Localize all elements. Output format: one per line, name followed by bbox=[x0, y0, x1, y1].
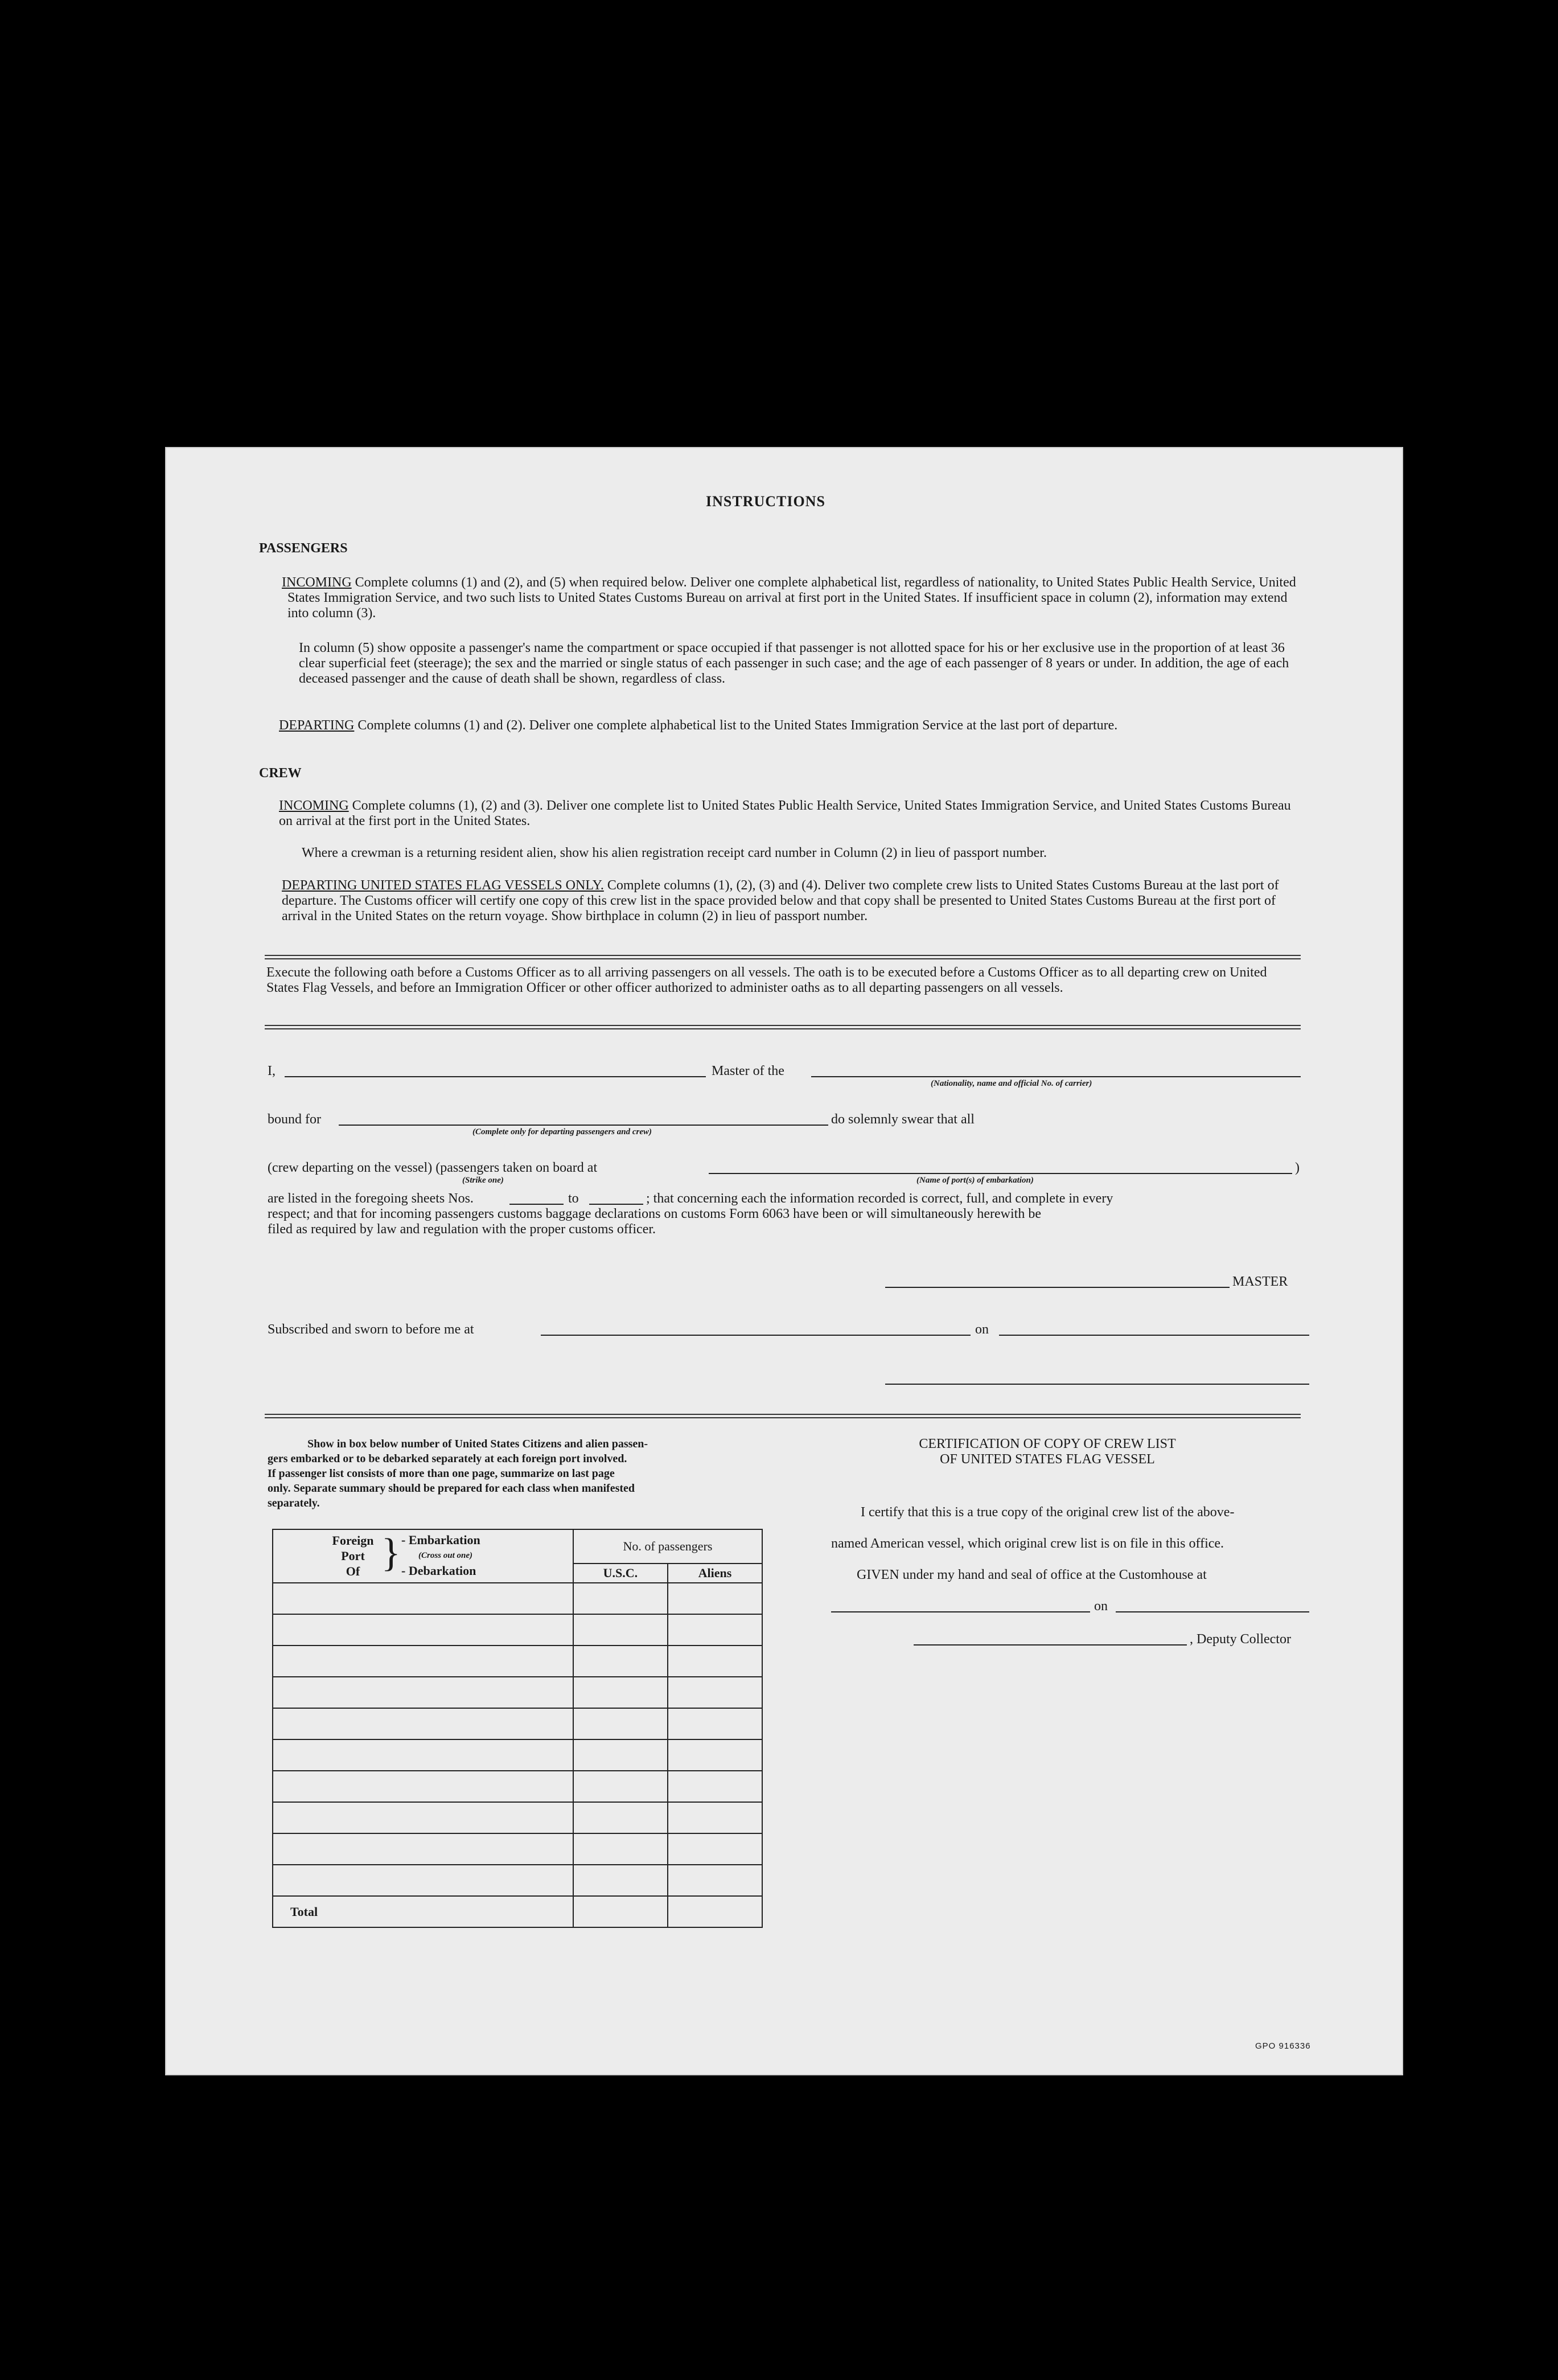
crew-departing-text: Complete columns (1), (2), (3) and (4). Deliver two complete crew lists to United States Customs Bureau at the last port of departure. The Customs officer will certify one copy of this crew list in the space provided below and that copy shall be presented to United States Customs Bureau at the first port of arrival in the United States on the return voyage. Show birthplace in column (2) in lieu of passport number. bbox=[282, 878, 1279, 924]
strike-one-note: (Strike one) bbox=[462, 1176, 504, 1185]
passengers-incoming-label: INCOMING bbox=[282, 575, 352, 590]
certification-title bbox=[825, 1437, 1269, 1467]
summary-line: separately. bbox=[268, 1497, 320, 1509]
total-usc-cell[interactable] bbox=[573, 1896, 668, 1927]
master-signature-field[interactable] bbox=[885, 1287, 1230, 1288]
listed-label-c: respect; and that for incoming passengers customs baggage declarations on customs Form 6063 have been or will simultaneously herewith be bbox=[268, 1207, 1041, 1221]
oath-intro: Execute the following oath before a Customs Officer as to all arriving passengers on all vessels. The oath is to be executed before a Customs Officer as to all departing crew on United States Flag Vessels, and before an Immigration Officer or other officer authorized to administer oaths as to all departing passengers on all vessels. bbox=[266, 965, 1267, 995]
brace-icon: } bbox=[381, 1531, 401, 1575]
total-row bbox=[273, 1896, 762, 1927]
officer-signature-field[interactable] bbox=[885, 1384, 1309, 1385]
to-label: to bbox=[568, 1191, 579, 1206]
port-cell[interactable] bbox=[273, 1739, 573, 1771]
deputy-collector-label: , Deputy Collector bbox=[1190, 1632, 1291, 1647]
passengers-column5-paragraph: In column (5) show opposite a passenger's name the compartment or space occupied if that passenger is not allotted space for his or her exclusive use in the proportion of at least 36 clear superficial feet (steerage); the sex and the married or single status of each passenger in such case; and the age of each passenger of 8 years or under. In addition, the age of each deceased passenger and the cause of death shall be shown, regardless of class. bbox=[299, 641, 1289, 686]
carrier-field[interactable] bbox=[811, 1076, 1301, 1077]
crew-resident-paragraph: Where a crewman is a returning resident alien, show his alien registration receipt card number in Column (2) in lieu of passport number. bbox=[302, 846, 1047, 860]
divider bbox=[265, 1414, 1301, 1418]
aliens-cell[interactable] bbox=[668, 1833, 762, 1865]
master-name-field[interactable] bbox=[285, 1076, 706, 1077]
on-label: on bbox=[975, 1322, 989, 1337]
ports-note: (Name of port(s) of embarkation) bbox=[916, 1176, 1034, 1185]
port-header-cell bbox=[273, 1529, 573, 1583]
deputy-signature-field[interactable] bbox=[914, 1644, 1187, 1646]
crew-departing-paragraph bbox=[282, 878, 1301, 924]
port-cell[interactable] bbox=[273, 1771, 573, 1802]
swear-label: do solemnly swear that all bbox=[831, 1112, 975, 1127]
table-row bbox=[273, 1708, 762, 1739]
cert-date-field[interactable] bbox=[1116, 1611, 1309, 1612]
summary-line: Show in box below number of United States Citizens and alien passen- bbox=[307, 1438, 648, 1450]
oath-i-label: I, bbox=[268, 1064, 276, 1078]
certification-line: GIVEN under my hand and seal of office at the Customhouse at bbox=[857, 1567, 1207, 1582]
master-of-label: Master of the bbox=[712, 1064, 784, 1078]
passengers-incoming-text: Complete columns (1) and (2), and (5) when required below. Deliver one complete alphabetical list, regardless of nationality, to United States Public Health Service, United States Immigration Service, and two such lists to United States Customs Bureau on arrival at first port in the United States. If insufficient space in column (2), information may extend into column (3). bbox=[287, 575, 1296, 621]
port-cell[interactable] bbox=[273, 1833, 573, 1865]
customhouse-field[interactable] bbox=[831, 1611, 1090, 1612]
usc-cell[interactable] bbox=[573, 1614, 668, 1646]
usc-cell[interactable] bbox=[573, 1646, 668, 1677]
aliens-cell[interactable] bbox=[668, 1646, 762, 1677]
summary-instructions bbox=[268, 1437, 768, 1511]
table-row bbox=[273, 1677, 762, 1708]
subscribed-label: Subscribed and sworn to before me at bbox=[268, 1322, 474, 1337]
port-cell[interactable] bbox=[273, 1646, 573, 1677]
certification-line: I certify that this is a true copy of the original crew list of the above- bbox=[861, 1505, 1235, 1520]
passenger-summary-table bbox=[272, 1529, 763, 1928]
certification-title-line: CERTIFICATION OF COPY OF CREW LIST bbox=[919, 1437, 1176, 1451]
usc-cell[interactable] bbox=[573, 1802, 668, 1833]
aliens-cell[interactable] bbox=[668, 1708, 762, 1739]
aliens-cell[interactable] bbox=[668, 1802, 762, 1833]
summary-line: If passenger list consists of more than one page, summarize on last page bbox=[268, 1467, 615, 1480]
table-row bbox=[273, 1614, 762, 1646]
table-header-row bbox=[273, 1529, 762, 1564]
aliens-cell[interactable] bbox=[668, 1771, 762, 1802]
passengers-departing-label: DEPARTING bbox=[279, 718, 355, 733]
passengers-heading: PASSENGERS bbox=[259, 541, 348, 556]
aliens-cell[interactable] bbox=[668, 1865, 762, 1896]
port-cell[interactable] bbox=[273, 1614, 573, 1646]
total-label: Total bbox=[273, 1896, 573, 1927]
port-label: Port bbox=[341, 1549, 365, 1563]
page-title: INSTRUCTIONS bbox=[706, 493, 825, 510]
summary-line: only. Separate summary should be prepared for each class when manifested bbox=[268, 1482, 635, 1495]
port-cell[interactable] bbox=[273, 1583, 573, 1614]
usc-cell[interactable] bbox=[573, 1708, 668, 1739]
certification-line: named American vessel, which original crew list is on file in this office. bbox=[831, 1536, 1224, 1551]
port-cell[interactable] bbox=[273, 1865, 573, 1896]
divider bbox=[265, 1025, 1301, 1029]
bound-for-label: bound for bbox=[268, 1112, 321, 1127]
of-label: Of bbox=[346, 1564, 360, 1578]
aliens-cell[interactable] bbox=[668, 1614, 762, 1646]
cert-on-label: on bbox=[1094, 1599, 1108, 1614]
table-row bbox=[273, 1865, 762, 1896]
cross-out-note: (Cross out one) bbox=[418, 1551, 473, 1560]
usc-cell[interactable] bbox=[573, 1833, 668, 1865]
crew-incoming-label: INCOMING bbox=[279, 798, 349, 813]
usc-cell[interactable] bbox=[573, 1583, 668, 1614]
usc-cell[interactable] bbox=[573, 1677, 668, 1708]
sworn-place-field[interactable] bbox=[541, 1335, 971, 1336]
usc-cell[interactable] bbox=[573, 1865, 668, 1896]
passengers-departing-text: Complete columns (1) and (2). Deliver one complete alphabetical list to the United States Immigration Service at the last port of departure. bbox=[357, 718, 1118, 733]
crew-incoming-paragraph bbox=[279, 798, 1301, 829]
form-page bbox=[165, 447, 1403, 2075]
sheet-to-field[interactable] bbox=[589, 1204, 643, 1205]
port-cell[interactable] bbox=[273, 1677, 573, 1708]
crew-incoming-text: Complete columns (1), (2) and (3). Deliver one complete list to United States Public Health Service, United States Immigration Service, and United States Customs Bureau on arrival at the first port in the United States. bbox=[279, 798, 1291, 828]
usc-cell[interactable] bbox=[573, 1739, 668, 1771]
foreign-label: Foreign bbox=[332, 1533, 374, 1548]
table-row bbox=[273, 1583, 762, 1614]
aliens-cell[interactable] bbox=[668, 1583, 762, 1614]
listed-label-d: filed as required by law and regulation with the proper customs officer. bbox=[268, 1222, 656, 1237]
no-passengers-header: No. of passengers bbox=[573, 1529, 762, 1564]
embarkation-ports-field[interactable] bbox=[709, 1173, 1292, 1174]
nationality-note: (Nationality, name and official No. of carrier) bbox=[931, 1079, 1092, 1088]
gpo-number: GPO 916336 bbox=[1255, 2041, 1311, 2051]
sworn-date-field[interactable] bbox=[999, 1335, 1309, 1336]
aliens-header: Aliens bbox=[668, 1564, 762, 1583]
total-aliens-cell[interactable] bbox=[668, 1896, 762, 1927]
summary-line: gers embarked or to be debarked separately at each foreign port involved. bbox=[268, 1452, 627, 1465]
embarkation-label: - Embarkation bbox=[401, 1533, 480, 1547]
listed-label-a: are listed in the foregoing sheets Nos. bbox=[268, 1191, 474, 1206]
aliens-cell[interactable] bbox=[668, 1739, 762, 1771]
usc-header: U.S.C. bbox=[573, 1564, 668, 1583]
master-label: MASTER bbox=[1232, 1274, 1288, 1289]
passengers-departing-paragraph bbox=[279, 718, 1301, 733]
bound-for-field[interactable] bbox=[339, 1125, 828, 1126]
table-row bbox=[273, 1646, 762, 1677]
listed-label-b: ; that concerning each the information recorded is correct, full, and complete in every bbox=[646, 1191, 1113, 1206]
close-paren: ) bbox=[1295, 1160, 1300, 1175]
port-cell[interactable] bbox=[273, 1802, 573, 1833]
usc-cell[interactable] bbox=[573, 1771, 668, 1802]
table-row bbox=[273, 1771, 762, 1802]
crew-departing-label: DEPARTING UNITED STATES FLAG VESSELS ONLY. bbox=[282, 878, 604, 893]
sheet-from-field[interactable] bbox=[509, 1204, 564, 1205]
passengers-incoming-paragraph bbox=[282, 575, 1306, 621]
divider bbox=[265, 955, 1301, 959]
complete-only-note: (Complete only for departing passengers and crew) bbox=[472, 1127, 652, 1136]
port-cell[interactable] bbox=[273, 1708, 573, 1739]
crew-heading: CREW bbox=[259, 766, 302, 781]
debarkation-label: - Debarkation bbox=[401, 1564, 476, 1578]
aliens-cell[interactable] bbox=[668, 1677, 762, 1708]
certification-title-line: OF UNITED STATES FLAG VESSEL bbox=[940, 1452, 1155, 1467]
table-row bbox=[273, 1802, 762, 1833]
crew-passengers-label: (crew departing on the vessel) (passengers taken on board at bbox=[268, 1160, 598, 1175]
table-row bbox=[273, 1739, 762, 1771]
table-row bbox=[273, 1833, 762, 1865]
